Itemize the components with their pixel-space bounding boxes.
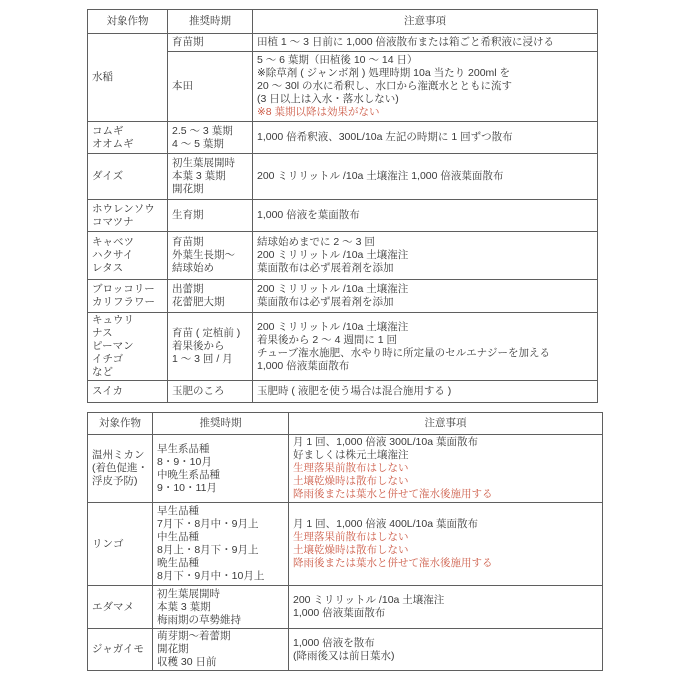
notes-cell: [253, 381, 598, 403]
period-cell: [153, 629, 289, 671]
cell-text: 玉肥時 ( 液肥を使う場合は混合施用する ): [257, 385, 452, 397]
cell-text: 結球始めまでに 2 ～ 3 回: [257, 236, 375, 248]
cell-text: 花蕾肥大期: [172, 296, 225, 308]
table-row: [88, 503, 603, 586]
warning-text: 降雨後または葉水と併せて潅水後施用する: [293, 557, 493, 569]
cell-text: 開花期: [172, 183, 204, 195]
table-row: [88, 154, 598, 200]
table-row: [88, 232, 598, 280]
column-header-0: 対象作物: [88, 10, 168, 34]
cell-text: 本葉 3 葉期: [157, 600, 211, 613]
cell-text: 1,000 倍液葉面散布: [257, 359, 350, 372]
crop-cell: [88, 313, 168, 381]
cell-text: 葉面散布は必ず展着剤を添加: [257, 262, 394, 274]
cell-text: 9・10・11月: [157, 481, 217, 494]
cell-text: 8・9・10月: [157, 455, 212, 468]
cell-text: 浮皮予防): [92, 475, 138, 487]
cell-text: 8月下・9月中・10月上: [157, 570, 265, 582]
period-cell: [153, 435, 289, 503]
crop-cell: [88, 629, 153, 671]
notes-cell: [289, 503, 603, 586]
column-header-1: 推奨時期: [168, 10, 253, 34]
cell-text: 結球始め: [172, 262, 214, 274]
cell-text: キャベツ: [92, 236, 134, 248]
period-cell: [168, 381, 253, 403]
cell-text: チューブ潅水施肥、水やり時に所定量のセルエナジーを加える: [257, 346, 550, 359]
period-cell: [168, 200, 253, 232]
cell-text: 本田: [172, 80, 193, 92]
cell-text: リンゴ: [92, 537, 124, 550]
table-row: [88, 313, 598, 381]
cell-text: 収穫 30 日前: [157, 656, 217, 668]
crop-cell: [88, 34, 168, 122]
application-table-1: [87, 9, 598, 403]
table-row: [88, 629, 603, 671]
cell-text: 葉面散布は必ず展着剤を添加: [257, 296, 394, 308]
cell-text: 1,000 倍液葉面散布: [293, 607, 386, 619]
cell-text: 2.5 ～ 3 葉期: [172, 124, 233, 137]
column-header-1: 推奨時期: [153, 413, 289, 435]
cell-text: 本葉 3 葉期: [172, 170, 226, 182]
cell-text: 玉肥のころ: [172, 385, 225, 397]
period-cell: [153, 503, 289, 586]
notes-cell: [253, 52, 598, 122]
cell-text: 萌芽期～着蕾期: [157, 630, 231, 642]
cell-text: ジャガイモ: [92, 643, 144, 655]
cell-text: 出蕾期: [172, 283, 204, 295]
cell-text: キュウリ: [92, 314, 134, 326]
notes-cell: [253, 200, 598, 232]
cell-text: スイカ: [92, 385, 123, 397]
cell-text: ブロッコリー: [92, 283, 155, 295]
header-row: [88, 10, 598, 34]
period-cell: [153, 586, 289, 629]
notes-cell: [289, 586, 603, 629]
cell-text: 温州ミカン: [92, 449, 145, 461]
header-row: [88, 413, 603, 435]
column-header-2: 注意事項: [253, 10, 598, 34]
crop-cell: [88, 122, 168, 154]
warning-text: 降雨後または葉水と併せて潅水後施用する: [293, 488, 493, 500]
cell-text: 早生品種: [157, 505, 199, 517]
crop-cell: [88, 280, 168, 313]
cell-text: 1,000 倍液を葉面散布: [257, 209, 360, 221]
notes-cell: [253, 34, 598, 52]
cell-text: 着果後から 2 ～ 4 週間に 1 回: [257, 333, 398, 346]
cell-text: 初生葉展開時: [172, 157, 235, 169]
cell-text: 月 1 回、1,000 倍液 400L/10a 葉面散布: [293, 518, 478, 530]
cell-text: エダマメ: [92, 600, 134, 613]
notes-cell: [253, 313, 598, 381]
cell-text: 200 ミリリットル /10a 土壌潅注: [257, 320, 409, 333]
cell-text: 200 ミリリットル /10a 土壌潅注: [257, 249, 409, 261]
period-cell: [168, 34, 253, 52]
cell-text: 200 ミリリットル /10a 土壌潅注: [293, 594, 445, 606]
period-cell: [168, 280, 253, 313]
cell-text: 生育期: [172, 209, 204, 221]
warning-text: ※8 葉期以降は効果がない: [257, 106, 380, 118]
cell-text: ※除草剤 ( ジャンボ剤 ) 処理時期 10a 当たり 200ml を: [257, 67, 511, 79]
column-header-0: 対象作物: [88, 413, 153, 435]
notes-cell: [253, 280, 598, 313]
cell-text: 田植 1 ～ 3 日前に 1,000 倍液散布または箱ごと希釈液に浸ける: [257, 36, 554, 48]
cell-text: 4 ～ 5 葉期: [172, 137, 224, 150]
cell-text: 開花期: [157, 643, 189, 655]
table-row: [88, 122, 598, 154]
column-header-2: 注意事項: [289, 413, 603, 435]
cell-text: 晩生品種: [157, 557, 199, 569]
warning-text: 生理落果前散布はしない: [293, 531, 409, 543]
warning-text: 土壌乾燥時は散布しない: [293, 544, 409, 556]
cell-text: コマツナ: [92, 215, 134, 228]
crop-cell: [88, 154, 168, 200]
crop-cell: [88, 232, 168, 280]
cell-text: 育苗 ( 定植前 ): [172, 327, 241, 339]
table-row: [88, 435, 603, 503]
crop-cell: [88, 200, 168, 232]
crop-cell: [88, 586, 153, 629]
cell-text: イチゴ: [92, 353, 124, 365]
notes-cell: [289, 435, 603, 503]
cell-text: 7月下・8月中・9月上: [157, 518, 259, 530]
cell-text: ナス: [92, 327, 113, 339]
notes-cell: [253, 154, 598, 200]
cell-text: (降雨後又は前日葉水): [293, 649, 395, 662]
cell-text: カリフラワー: [92, 296, 155, 308]
cell-text: 着果後から: [172, 340, 225, 352]
cell-text: 早生系品種: [157, 442, 210, 455]
table-row: [88, 586, 603, 629]
table-row: [88, 200, 598, 232]
application-table-2: [87, 412, 603, 671]
table-row: [88, 34, 598, 52]
period-cell: [168, 122, 253, 154]
cell-text: 20 ～ 30l の水に希釈し、水口から潅漑水とともに流す: [257, 80, 512, 92]
cell-text: (着色促進・: [92, 462, 148, 474]
cell-text: 月 1 回、1,000 倍液 300L/10a 葉面散布: [293, 436, 478, 448]
cell-text: 育苗期: [172, 36, 204, 48]
cell-text: コムギ: [92, 124, 124, 137]
cell-text: レタス: [92, 262, 124, 274]
cell-text: ホウレンソウ: [92, 202, 155, 215]
notes-cell: [253, 232, 598, 280]
cell-text: 好ましくは株元土壌潅注: [293, 449, 409, 461]
cell-text: など: [92, 366, 113, 378]
cell-text: 200 ミリリットル /10a 土壌潅注: [257, 283, 409, 295]
cell-text: ピーマン: [92, 340, 134, 352]
cell-text: 中生品種: [157, 531, 199, 543]
cell-text: 初生葉展開時: [157, 587, 220, 600]
warning-text: 土壌乾燥時は散布しない: [293, 475, 409, 487]
table-row: [88, 280, 598, 313]
cell-text: 1,000 倍希釈液、300L/10a 左記の時期に 1 回ずつ散布: [257, 131, 513, 143]
crop-cell: [88, 435, 153, 503]
cell-text: 1,000 倍液を散布: [293, 636, 375, 649]
crop-cell: [88, 503, 153, 586]
crop-cell: [88, 381, 168, 403]
cell-text: 1 ～ 3 回 / 月: [172, 353, 233, 365]
cell-text: ダイズ: [92, 170, 124, 182]
cell-text: 梅雨期の草勢維持: [157, 613, 241, 626]
notes-cell: [253, 122, 598, 154]
cell-text: オオムギ: [92, 137, 134, 150]
cell-text: 8月上・8月下・9月上: [157, 544, 259, 556]
cell-text: ハクサイ: [92, 249, 134, 261]
notes-cell: [289, 629, 603, 671]
period-cell: [168, 232, 253, 280]
warning-text: 生理落果前散布はしない: [293, 462, 409, 474]
cell-text: 5 ～ 6 葉期（田植後 10 ～ 14 日）: [257, 54, 418, 66]
cell-text: (3 日以上は入水・落水しない): [257, 93, 399, 105]
cell-text: 育苗期: [172, 236, 204, 248]
table-row: [88, 381, 598, 403]
cell-text: 中晩生系品種: [157, 468, 220, 481]
period-cell: [168, 52, 253, 122]
period-cell: [168, 154, 253, 200]
period-cell: [168, 313, 253, 381]
cell-text: 200 ミリリットル /10a 土壌潅注 1,000 倍液葉面散布: [257, 170, 504, 182]
cell-text: 水稲: [92, 71, 113, 83]
cell-text: 外葉生長期～: [172, 249, 235, 261]
